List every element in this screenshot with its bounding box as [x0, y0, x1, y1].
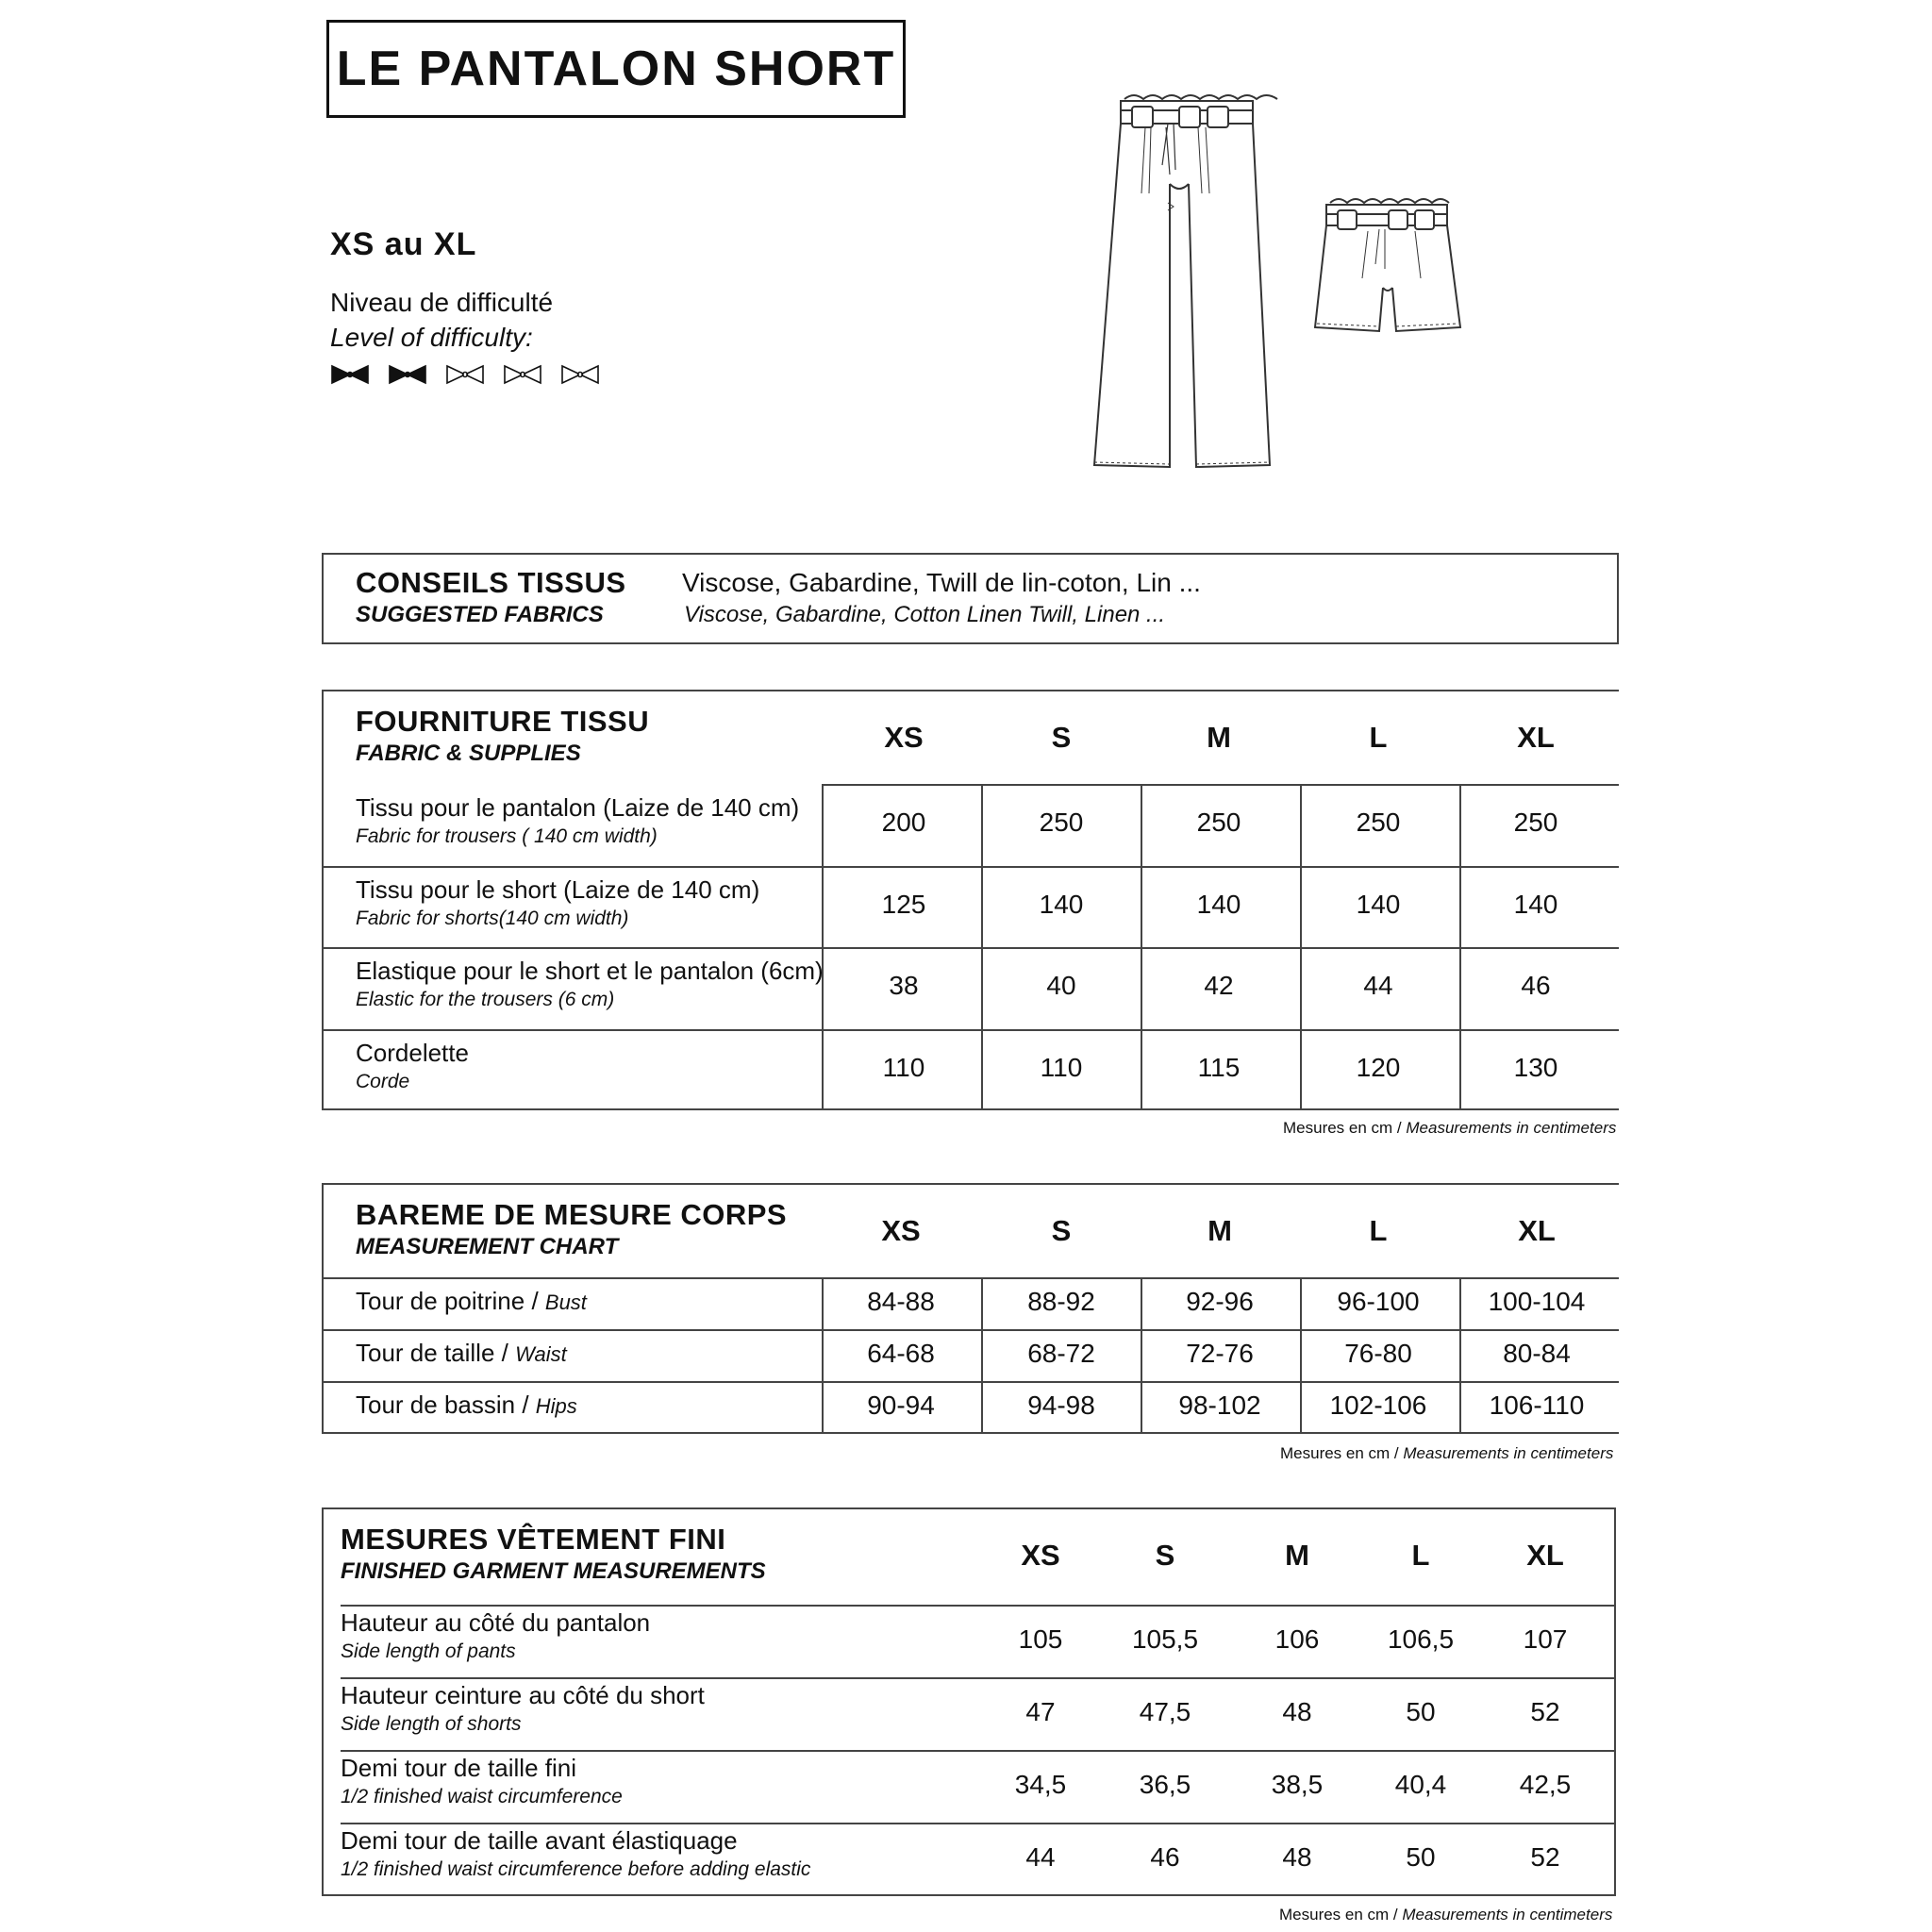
trousers-drawing: [1094, 95, 1277, 467]
row-label-en: Fabric for trousers ( 140 cm width): [356, 825, 658, 847]
table-cell: 120: [1356, 1052, 1401, 1082]
table-cell: 106: [1274, 1624, 1320, 1654]
size-header-s: S: [1051, 1214, 1072, 1247]
table-cell: 88-92: [1027, 1286, 1095, 1316]
table-cell: 94-98: [1027, 1390, 1095, 1420]
row-label-en: Side length of shorts: [341, 1713, 522, 1735]
table-title-fr: MESURES VÊTEMENT FINI: [341, 1523, 726, 1556]
size-header-xs: XS: [884, 721, 924, 754]
fabrics-list-en: Viscose, Gabardine, Cotton Linen Twill, Linen ...: [684, 602, 1166, 627]
bow-filled-icon: [330, 364, 370, 385]
row-label-fr: Hauteur ceinture au côté du short: [341, 1681, 705, 1709]
row-label-en: 1/2 finished waist circumference before adding elastic: [341, 1858, 811, 1880]
table-cell: 105,5: [1131, 1624, 1199, 1654]
table-title-fr: FOURNITURE TISSU: [356, 705, 650, 738]
table-cell: 106,5: [1387, 1624, 1455, 1654]
table-border-top: [322, 1507, 1616, 1509]
table-cell: 200: [881, 808, 926, 838]
table-border-top: [322, 1183, 1619, 1185]
column-divider: [1141, 1277, 1142, 1434]
table-cell: 44: [1363, 971, 1393, 1001]
table-row: [322, 1605, 1616, 1677]
table-row: [322, 1677, 1616, 1750]
table-title-en: MEASUREMENT CHART: [356, 1234, 619, 1259]
row-label: [356, 1391, 577, 1420]
table-cell: 52: [1530, 1696, 1560, 1726]
table-cell: 42: [1204, 971, 1234, 1001]
table-cell: 44: [1025, 1841, 1056, 1872]
size-header-s: S: [1051, 721, 1072, 754]
table-cell: 250: [1513, 808, 1558, 838]
table-cell: 107: [1523, 1624, 1568, 1654]
table-cell: 250: [1039, 808, 1084, 838]
table-cell: 40,4: [1394, 1769, 1447, 1799]
row-label-fr: Cordelette: [356, 1038, 469, 1067]
table-cell: 38,5: [1271, 1769, 1324, 1799]
table-cell: 110: [882, 1052, 925, 1082]
row-label-en: Elastic for the trousers (6 cm): [356, 989, 615, 1010]
bow-empty-icon: [445, 364, 485, 385]
row-label: [356, 1339, 567, 1368]
row-label-fr: Hauteur au côté du pantalon: [341, 1608, 651, 1637]
table-cell: 92-96: [1186, 1286, 1254, 1316]
shorts-drawing: [1315, 199, 1460, 331]
table-cell: 125: [881, 889, 926, 919]
table-cell: 100-104: [1488, 1286, 1586, 1316]
bow-empty-icon: [560, 364, 600, 385]
title-box: [326, 20, 906, 118]
table-cell: 72-76: [1186, 1338, 1254, 1368]
table-cell: 48: [1282, 1696, 1312, 1726]
row-label-en: Fabric for shorts(140 cm width): [356, 907, 629, 929]
column-divider: [1141, 784, 1142, 1110]
table-cell: 98-102: [1178, 1390, 1261, 1420]
table-title-en: FABRIC & SUPPLIES: [356, 741, 581, 766]
fabrics-title-fr: CONSEILS TISSUS: [356, 566, 626, 599]
table-cell: 38: [889, 971, 919, 1001]
table-cell: 130: [1513, 1052, 1558, 1082]
table-cell: 46: [1150, 1841, 1180, 1872]
table-cell: 80-84: [1503, 1338, 1571, 1368]
difficulty-label-fr: Niveau de difficulté: [330, 288, 554, 317]
finished-measurements-table: [322, 1507, 1616, 1896]
table-cell: 34,5: [1014, 1769, 1067, 1799]
supplies-table: [322, 690, 1619, 1110]
size-header-l: L: [1369, 721, 1388, 754]
table-cell: 84-88: [867, 1286, 935, 1316]
row-label-fr: Tissu pour le pantalon (Laize de 140 cm): [356, 793, 800, 822]
table-row: [322, 947, 1619, 1029]
table-cell: 42,5: [1519, 1769, 1572, 1799]
table-row: [322, 1381, 1619, 1433]
size-header-m: M: [1207, 721, 1231, 754]
garment-drawings: [1075, 90, 1604, 486]
row-label: [356, 1287, 587, 1316]
row-label-fr: Demi tour de taille fini: [341, 1754, 576, 1782]
row-label-en: Hips: [535, 1393, 577, 1418]
table-cell: 140: [1513, 889, 1558, 919]
row-label-en: Side length of pants: [341, 1641, 516, 1662]
page-title: LE PANTALON SHORT: [336, 42, 896, 96]
table-cell: 46: [1521, 971, 1551, 1001]
table-row: [322, 1277, 1619, 1329]
column-divider: [981, 1277, 983, 1434]
fabrics-list-fr: Viscose, Gabardine, Twill de lin-coton, Lin ...: [682, 568, 1201, 597]
table-cell: 52: [1530, 1841, 1560, 1872]
table-cell: 96-100: [1337, 1286, 1420, 1316]
table-cell: 140: [1039, 889, 1084, 919]
row-label-fr: Tour de taille /: [356, 1338, 516, 1367]
row-label-fr: Tissu pour le short (Laize de 140 cm): [356, 874, 760, 904]
table-cell: 68-72: [1027, 1338, 1095, 1368]
table-cell: 250: [1196, 808, 1241, 838]
size-header-l: L: [1369, 1214, 1388, 1247]
table-row: [322, 1750, 1616, 1823]
size-header-xl: XL: [1526, 1539, 1564, 1572]
column-divider: [1459, 1277, 1461, 1434]
size-header-s: S: [1155, 1539, 1175, 1572]
table-cell: 105: [1018, 1624, 1063, 1654]
table-cell: 36,5: [1139, 1769, 1191, 1799]
column-divider: [1300, 1277, 1302, 1434]
table-cell: 47: [1025, 1696, 1056, 1726]
row-label-fr: Tour de bassin /: [356, 1390, 536, 1419]
table-cell: 47,5: [1139, 1696, 1191, 1726]
size-range: XS au XL: [330, 226, 477, 262]
size-header-m: M: [1208, 1214, 1232, 1247]
size-header-xs: XS: [881, 1214, 921, 1247]
table-cell: 115: [1197, 1052, 1241, 1082]
table-row: [322, 1823, 1616, 1895]
size-header-l: L: [1411, 1539, 1430, 1572]
supplies-note: Mesures en cm / Measurements in centimeters: [1283, 1119, 1617, 1137]
difficulty-label-en: Level of difficulty:: [330, 323, 533, 352]
table-row: [322, 1329, 1619, 1381]
size-header-xs: XS: [1021, 1539, 1060, 1572]
row-label-fr: Tour de poitrine /: [356, 1286, 545, 1315]
fabrics-section: [322, 553, 1619, 644]
table-cell: 140: [1196, 889, 1241, 919]
table-title-fr: BAREME DE MESURE CORPS: [356, 1198, 788, 1231]
table-title-en: FINISHED GARMENT MEASUREMENTS: [341, 1558, 766, 1584]
column-divider: [1459, 784, 1461, 1110]
table-cell: 106-110: [1489, 1390, 1585, 1420]
row-label-en: 1/2 finished waist circumference: [341, 1786, 623, 1807]
bow-filled-icon: [388, 364, 427, 385]
table-cell: 64-68: [867, 1338, 935, 1368]
row-label-en: Waist: [515, 1341, 567, 1366]
difficulty-rating: [330, 364, 600, 385]
row-label-fr: Elastique pour le short et le pantalon (6cm): [356, 957, 824, 985]
table-cell: 48: [1282, 1841, 1312, 1872]
column-divider: [981, 784, 983, 1110]
row-label-en: Corde: [356, 1070, 410, 1092]
table-cell: 140: [1356, 889, 1401, 919]
size-header-xl: XL: [1517, 721, 1555, 754]
size-header-m: M: [1285, 1539, 1309, 1572]
measurement-chart-note: Mesures en cm / Measurements in centimeters: [1280, 1444, 1614, 1462]
size-header-xl: XL: [1518, 1214, 1556, 1247]
finished-note: Mesures en cm / Measurements in centimeters: [1279, 1906, 1613, 1924]
column-divider: [822, 784, 824, 1110]
measurement-chart-table: [322, 1183, 1619, 1434]
table-cell: 50: [1406, 1841, 1436, 1872]
table-row: [322, 866, 1619, 948]
column-divider: [1300, 784, 1302, 1110]
table-cell: 110: [1040, 1052, 1083, 1082]
table-cell: 90-94: [867, 1390, 935, 1420]
row-label-fr: Demi tour de taille avant élastiquage: [341, 1826, 738, 1855]
row-label-en: Bust: [544, 1290, 587, 1314]
table-row: [322, 1029, 1619, 1111]
bow-empty-icon: [503, 364, 542, 385]
table-cell: 250: [1356, 808, 1401, 838]
column-divider: [822, 1277, 824, 1434]
fabrics-title-en: SUGGESTED FABRICS: [356, 602, 604, 627]
table-cell: 76-80: [1344, 1338, 1412, 1368]
table-cell: 102-106: [1329, 1390, 1427, 1420]
table-cell: 50: [1406, 1696, 1436, 1726]
table-border-top: [322, 690, 1619, 691]
table-row: [322, 784, 1619, 866]
table-cell: 40: [1046, 971, 1076, 1001]
